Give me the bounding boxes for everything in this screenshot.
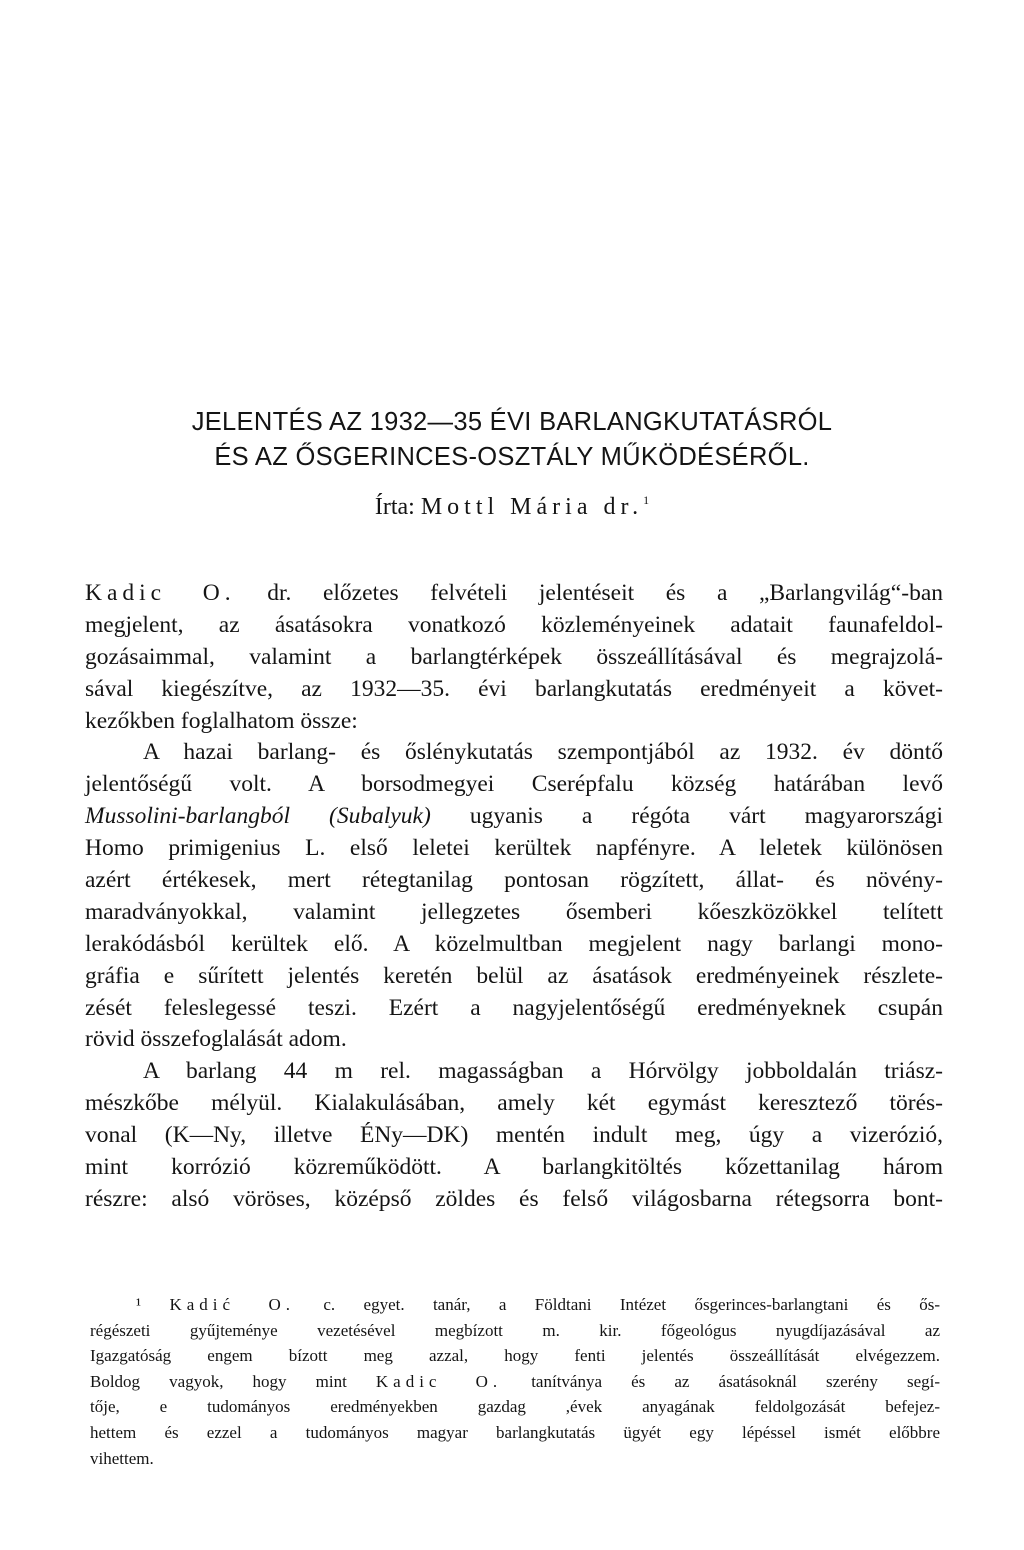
person-name: Kadić O. xyxy=(169,1295,295,1314)
body-line: gráfia e sűrített jelentés keretén belül az ásatások eredményeinek részlete- xyxy=(85,962,943,989)
body-text xyxy=(85,578,943,1216)
body-line: rövid összefoglalását adom. xyxy=(85,1026,347,1053)
author-name: Mottl Mária dr. xyxy=(420,494,644,520)
footnote-line: régészeti gyűjteménye vezetésével megbízott m. kir. főgeológus nyugdíjazásával az xyxy=(90,1320,940,1340)
footnote-line: Boldog vagyok, hogy mint Kadic O. tanítványa és az ásatásoknál szerény segí- xyxy=(90,1371,941,1391)
footnote-line: ¹ Kadić O. c. egyet. tanár, a Földtani Intézet ősgerinces-barlangtani és ős- xyxy=(136,1295,941,1314)
person-name: Kadic O. xyxy=(85,580,236,606)
body-line: maradványokkal, valamint jellegzetes ősemberi kőeszközökkel telített xyxy=(85,898,943,925)
cave-name: Mussolini-barlangból (Subalyuk) xyxy=(85,803,431,830)
body-line: mészkőbe mélyül. Kialakulásában, amely két egymást keresztező törés- xyxy=(85,1090,943,1117)
footnote-line: tője, e tudományos eredményekben gazdag ,évek anyagának feldolgozását befejez- xyxy=(90,1397,940,1417)
body-line: Kadic O. dr. előzetes felvételi jelentéseit és a „Barlangvilág“-ban xyxy=(85,580,943,606)
author-footnote-mark: 1 xyxy=(643,493,650,507)
body-line: Homo primigenius L. első leletei kerültek napfényre. A leletek különösen xyxy=(85,835,943,862)
title-line-2: ÉS AZ ŐSGERINCES-OSZTÁLY MŰKÖDÉSÉRŐL. xyxy=(214,443,810,471)
body-line: megjelent, az ásatásokra vonatkozó közleményeinek adatait faunafeldol- xyxy=(85,611,943,638)
body-line: azért értékesek, mert rétegtanilag pontosan rögzített, állat- és növény- xyxy=(85,867,943,894)
author-line xyxy=(0,492,1024,522)
author-prefix: Írta: xyxy=(374,494,415,520)
body-line: zését feleslegessé teszi. Ezért a nagyjelentőségű eredményeknek csupán xyxy=(85,994,943,1021)
body-line: gozásaimmal, valamint a barlangtérképek összeállításával és megrajzolá- xyxy=(85,643,943,670)
title-line-1: JELENTÉS AZ 1932—35 ÉVI BARLANGKUTATÁSRÓL xyxy=(191,408,833,436)
body-line: vonal (K—Ny, illetve ÉNy—DK) mentén indult meg, úgy a vizerózió, xyxy=(85,1122,943,1149)
footnote-line: Igazgatóság engem bízott meg azzal, hogy fenti jelentés összeállítását elvégezzem. xyxy=(90,1346,940,1366)
body-line: lerakódásból kerültek elő. A közelmultban megjelent nagy barlangi mono- xyxy=(85,930,943,957)
footnote-line: hettem és ezzel a tudományos magyar barlangkutatás ügyét egy lépéssel ismét előbbre xyxy=(90,1422,940,1442)
body-line: részre: alsó vöröses, középső zöldes és felső világosbarna rétegsorra bont- xyxy=(85,1185,943,1212)
footnote xyxy=(90,1292,940,1471)
body-line: Mussolini-barlangból (Subalyuk) ugyanis a régóta várt magyarországi xyxy=(85,803,943,830)
footnote-mark: ¹ xyxy=(136,1295,142,1314)
body-line: A barlang 44 m rel. magasságban a Hórvölgy jobboldalán triász- xyxy=(143,1058,943,1085)
body-line: kezőkben foglalhatom össze: xyxy=(85,707,358,734)
body-line: jelentőségű volt. A borsodmegyei Cserépfalu község határában levő xyxy=(85,771,943,798)
person-name: Kadic O. xyxy=(375,1371,503,1391)
footnote-line: vihettem. xyxy=(90,1448,154,1468)
body-line: mint korrózió közreműködött. A barlangkitöltés kőzettanilag három xyxy=(85,1154,943,1181)
body-line: A hazai barlang- és őslénykutatás szempontjából az 1932. év döntő xyxy=(143,739,943,766)
body-line: sával kiegészítve, az 1932—35. évi barlangkutatás eredményeit a követ- xyxy=(85,675,943,702)
